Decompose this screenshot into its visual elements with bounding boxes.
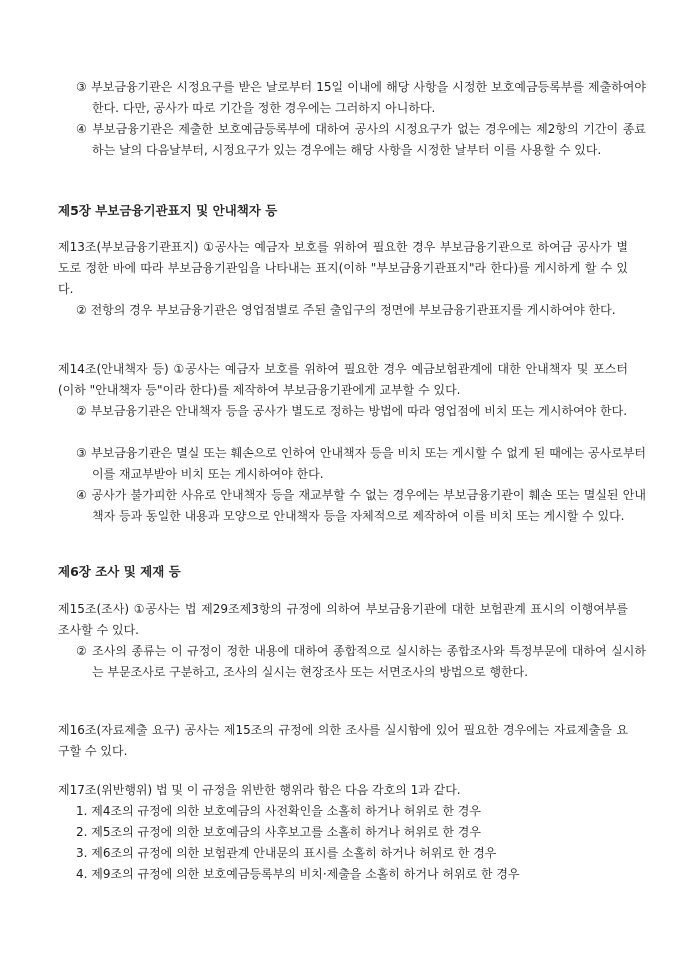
article14-item4: ④ 공사가 불가피한 사유로 안내책자 등을 재교부할 수 없는 경우에는 부보금융기관이 훼손 또는 멸실된 안내책자 등과 동일한 내용과 모양으로 안내책자 등을 자체적으로 제작하여 이를 비치 또는 게시할 수 있다. [76, 488, 646, 523]
chapter6-title: 제6장 조사 및 제재 등 [58, 564, 181, 579]
article15-item2: ② 조사의 종류는 이 규정이 정한 내용에 대하여 종합적으로 실시하는 종합조사와 특정부문에 대하여 실시하는 부문조사로 구분하고, 조사의 실시는 현장조사 또는 서면조사의 방법으로 행한다. [76, 644, 646, 679]
article14-main: 제14조(안내책자 등) ①공사는 예금자 보호를 위하여 필요한 경우 예금보험관계에 대한 안내책자 및 포스터(이하 "안내책자 등"이라 한다)를 제작하여 부보금융기관에게 교부할 수 있다. [58, 362, 628, 397]
article17-list-item: 4. 제9조의 규정에 의한 보호예금등록부의 비치·제출을 소홀히 하거나 허위로 한 경우 [76, 867, 520, 881]
article12-item4: ④ 부보금융기관은 제출한 보호예금등록부에 대하여 공사의 시정요구가 없는 경우에는 제2항의 기간이 종료하는 날의 다음날부터, 시정요구가 있는 경우에는 해당 사항을 시정한 날부터 이를 사용할 수 있다. [76, 122, 646, 157]
article17-main: 제17조(위반행위) 법 및 이 규정을 위반한 행위라 함은 다음 각호의 1과 같다. [58, 783, 461, 797]
article17-list-item: 1. 제4조의 규정에 의한 보호예금의 사전확인을 소홀히 하거나 허위로 한 경우 [76, 804, 481, 818]
article17-list-item: 2. 제5조의 규정에 의한 보호예금의 사후보고를 소홀히 하거나 허위로 한 경우 [76, 825, 481, 839]
article17-list-item: 3. 제6조의 규정에 의한 보험관계 안내문의 표시를 소홀히 하거나 허위로 한 경우 [76, 846, 497, 860]
article15-main: 제15조(조사) ①공사는 법 제29조제3항의 규정에 의하여 부보금융기관에 대한 보험관계 표시의 이행여부를 조사할 수 있다. [58, 602, 628, 637]
article13-item2: ② 전항의 경우 부보금융기관은 영업점별로 주된 출입구의 정면에 부보금융기관표지를 게시하여야 한다. [76, 303, 616, 317]
article14-item2: ② 부보금융기관은 안내책자 등을 공사가 별도로 정하는 방법에 따라 영업점에 비치 또는 게시하여야 한다. [76, 404, 628, 418]
article14-item3: ③ 부보금융기관은 멸실 또는 훼손으로 인하여 안내책자 등을 비치 또는 게시할 수 없게 된 때에는 공사로부터 이를 재교부받아 비치 또는 게시하여야 한다. [76, 446, 646, 481]
chapter5-title: 제5장 부보금융기관표지 및 안내책자 등 [58, 203, 278, 218]
article16: 제16조(자료제출 요구) 공사는 제15조의 규정에 의한 조사를 실시함에 있어 필요한 경우에는 자료제출을 요구할 수 있다. [58, 723, 628, 758]
article12-item3: ③ 부보금융기관은 시정요구를 받은 날로부터 15일 이내에 해당 사항을 시정한 보호예금등록부를 제출하여야 한다. 다만, 공사가 따로 기간을 정한 경우에는 그러하지 아니하다. [76, 80, 646, 115]
article13-main: 제13조(부보금융기관표지) ①공사는 예금자 보호를 위하여 필요한 경우 부보금융기관으로 하여금 공사가 별도로 정한 바에 따라 부보금융기관임을 나타내는 표지(이하 "부보금융기관표지"라 한다)를 게시하게 할 수 있다. [58, 240, 628, 296]
